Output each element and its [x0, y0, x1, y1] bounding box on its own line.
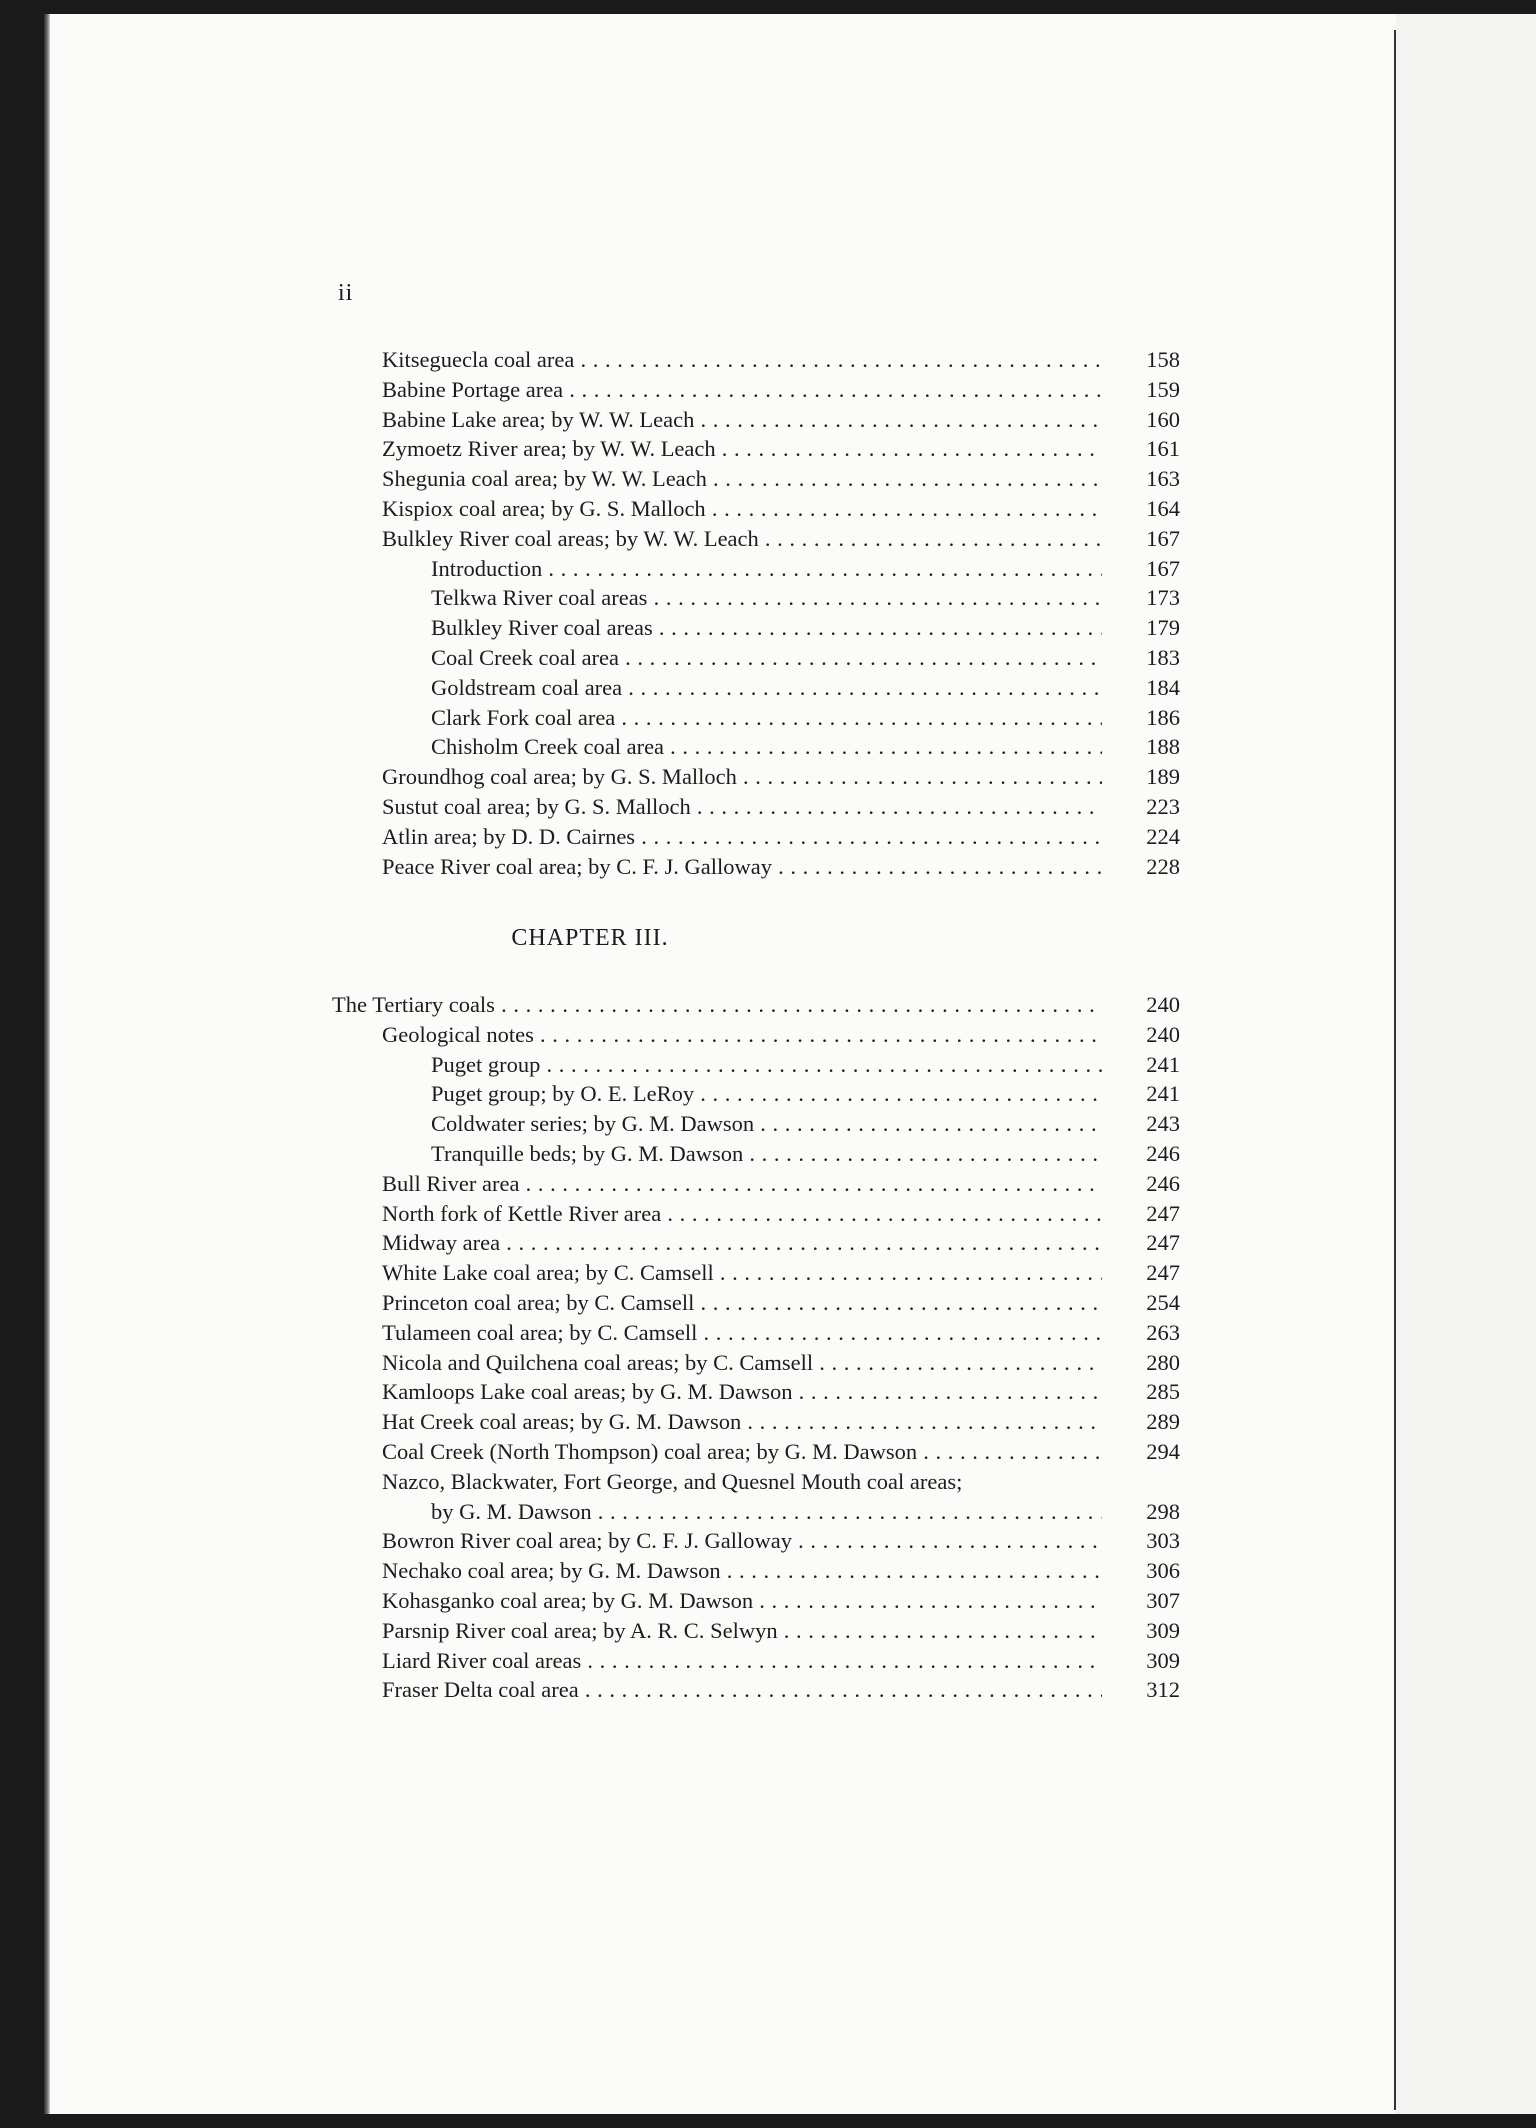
toc-entry-title: Bulkley River coal areas . . . [431, 613, 1102, 643]
toc-entry-page: 243 [1146, 1111, 1180, 1137]
chapter-heading: CHAPTER III. [511, 925, 669, 951]
toc-entry-page: 240 [1146, 1021, 1180, 1047]
toc-entry-page: 285 [1146, 1379, 1180, 1405]
toc-entry [332, 1497, 1180, 1527]
toc-entry-page: 247 [1146, 1200, 1180, 1226]
toc-entry-page: 306 [1146, 1558, 1180, 1584]
toc-entry-title: Clark Fork coal area . . . [431, 703, 1102, 733]
toc-entry [332, 703, 1180, 733]
toc-entry-title: Atlin area; by D. D. Cairnes . . . [382, 822, 1102, 852]
toc-entry-title: Fraser Delta coal area . . . [382, 1675, 1102, 1705]
toc-entry-title: Tranquille beds; by G. M. Dawson . . . [431, 1139, 1102, 1169]
toc-entry [332, 762, 1180, 792]
toc-entry-title: Kitseguecla coal area . . . [382, 345, 1102, 375]
toc-entry-title: Tulameen coal area; by C. Camsell . . . [382, 1318, 1102, 1348]
toc-entry-title: Coldwater series; by G. M. Dawson . . . [431, 1109, 1102, 1139]
toc-entry [332, 1616, 1180, 1646]
toc-entry [332, 554, 1180, 584]
toc-entry-page: 228 [1146, 853, 1180, 879]
toc-entry-title: Zymoetz River area; by W. W. Leach . . . [382, 434, 1102, 464]
toc-section-chapter-iii [332, 990, 1180, 1705]
toc-entry [332, 1348, 1180, 1378]
toc-entry-title: Nechako coal area; by G. M. Dawson . . . [382, 1556, 1102, 1586]
toc-entry [332, 1288, 1180, 1318]
toc-entry [332, 1020, 1180, 1050]
toc-section-chapter-ii-continued [332, 345, 1180, 881]
toc-entry-title: Goldstream coal area . . . [431, 673, 1102, 703]
toc-entry-title: Groundhog coal area; by G. S. Malloch . . . [382, 762, 1102, 792]
toc-entry [332, 524, 1180, 554]
toc-entry [332, 673, 1180, 703]
toc-entry-title: Babine Lake area; by W. W. Leach . . . [382, 405, 1102, 435]
toc-entry-title: White Lake coal area; by C. Camsell . . . [382, 1258, 1102, 1288]
toc-entry-page: 263 [1146, 1319, 1180, 1345]
toc-entry-title: Geological notes . . . [382, 1020, 1102, 1050]
toc-entry [332, 1318, 1180, 1348]
toc-entry-title: Liard River coal areas . . . [382, 1646, 1102, 1676]
toc-entry-page: 246 [1146, 1140, 1180, 1166]
toc-entry [332, 1646, 1180, 1676]
toc-entry-page: 303 [1146, 1528, 1180, 1554]
toc-entry [332, 1675, 1180, 1705]
toc-entry-title: Midway area . . . [382, 1228, 1102, 1258]
toc-entry-page: 289 [1146, 1409, 1180, 1435]
toc-entry-title: The Tertiary coals . . . [332, 990, 1102, 1020]
toc-entry [332, 434, 1180, 464]
toc-entry [332, 1586, 1180, 1616]
toc-entry-page: 240 [1146, 992, 1180, 1017]
toc-entry [332, 1228, 1180, 1258]
toc-entry [332, 732, 1180, 762]
toc-entry-page: 241 [1146, 1081, 1180, 1107]
toc-entry [332, 1139, 1180, 1169]
toc-entry-title: Nazco, Blackwater, Fort George, and Quesnel Mouth coal areas; [382, 1468, 963, 1494]
toc-entry-page: 247 [1146, 1260, 1180, 1286]
toc-entry [332, 1050, 1180, 1080]
toc-entry-page: 186 [1146, 704, 1180, 730]
toc-entry-page: 164 [1146, 495, 1180, 521]
toc-entry-page: 312 [1146, 1677, 1180, 1703]
toc-entry-title: Hat Creek coal areas; by G. M. Dawson . . . [382, 1407, 1102, 1437]
toc-entry [332, 375, 1180, 405]
toc-entry-page: 163 [1146, 466, 1180, 492]
toc-entry-page: 298 [1146, 1498, 1180, 1524]
toc-entry-title: Kispiox coal area; by G. S. Malloch . . . [382, 494, 1102, 524]
toc-entry-page: 254 [1146, 1289, 1180, 1315]
facing-page-strip [1396, 14, 1536, 2114]
toc-entry [332, 1169, 1180, 1199]
toc-entry-title: Princeton coal area; by C. Camsell . . . [382, 1288, 1102, 1318]
toc-entry [332, 345, 1180, 375]
toc-entry [332, 464, 1180, 494]
toc-entry [332, 1109, 1180, 1139]
toc-entry-title: Babine Portage area . . . [382, 375, 1102, 405]
binding-edge [44, 14, 50, 2114]
toc-entry-page: 183 [1146, 644, 1180, 670]
toc-entry-title: Shegunia coal area; by W. W. Leach . . . [382, 464, 1102, 494]
toc-entry-page: 167 [1146, 555, 1180, 581]
toc-entry-page: 189 [1146, 764, 1180, 790]
toc-entry [332, 643, 1180, 673]
toc-entry-title: Bulkley River coal areas; by W. W. Leach . . . [382, 524, 1102, 554]
toc-entry [332, 852, 1180, 882]
toc-entry [332, 1556, 1180, 1586]
page-fold-line [1394, 30, 1396, 2110]
toc-entry [332, 1526, 1180, 1556]
toc-entry-page: 161 [1146, 436, 1180, 462]
toc-entry [332, 405, 1180, 435]
toc-entry-page: 158 [1146, 347, 1180, 372]
toc-entry-title: Peace River coal area; by C. F. J. Galloway . . . [382, 852, 1102, 882]
toc-entry [332, 613, 1180, 643]
toc-entry-page: 184 [1146, 674, 1180, 700]
toc-entry-title: Puget group; by O. E. LeRoy . . . [431, 1079, 1102, 1109]
toc-entry-page: 247 [1146, 1230, 1180, 1256]
toc-entry [332, 494, 1180, 524]
toc-entry-page: 280 [1146, 1349, 1180, 1375]
toc-entry-page: 167 [1146, 525, 1180, 551]
toc-entry-title: North fork of Kettle River area . . . [382, 1199, 1102, 1229]
toc-entry-title: Chisholm Creek coal area . . . [431, 732, 1102, 762]
toc-entry-title: Coal Creek (North Thompson) coal area; by G. M. Dawson . . . [382, 1437, 1102, 1467]
toc-entry-page: 294 [1146, 1438, 1180, 1464]
toc-entry-title: Bowron River coal area; by C. F. J. Galloway . . . [382, 1526, 1102, 1556]
toc-entry-title: Nicola and Quilchena coal areas; by C. Camsell . . . [382, 1348, 1102, 1378]
toc-entry-title: Sustut coal area; by G. S. Malloch . . . [382, 792, 1102, 822]
toc-entry-page: 223 [1146, 793, 1180, 819]
toc-entry [332, 1199, 1180, 1229]
toc-entry-title: Coal Creek coal area . . . [431, 643, 1102, 673]
toc-entry-page: 159 [1146, 376, 1180, 402]
toc-entry-page: 309 [1146, 1617, 1180, 1643]
toc-entry [332, 1079, 1180, 1109]
toc-entry-page: 224 [1146, 823, 1180, 849]
toc-entry [332, 1258, 1180, 1288]
toc-entry-title: Bull River area . . . [382, 1169, 1102, 1199]
toc-entry-page: 173 [1146, 585, 1180, 611]
toc-entry [332, 792, 1180, 822]
toc-entry-page: 179 [1146, 615, 1180, 641]
toc-entry-title: by G. M. Dawson . . . [431, 1497, 1102, 1527]
toc-entry [332, 822, 1180, 852]
toc-entry-title: Telkwa River coal areas . . . [431, 583, 1102, 613]
toc-entry [332, 1377, 1180, 1407]
toc-entry [332, 583, 1180, 613]
toc-entry [332, 1407, 1180, 1437]
toc-entry-page: 241 [1146, 1051, 1180, 1077]
toc-entry-page: 246 [1146, 1170, 1180, 1196]
page-number: ii [338, 280, 354, 306]
toc-entry-title: Introduction . . . [431, 554, 1102, 584]
toc-entry-title: Kohasganko coal area; by G. M. Dawson . . . [382, 1586, 1102, 1616]
toc-entry [332, 1437, 1180, 1467]
toc-entry-title: Parsnip River coal area; by A. R. C. Selwyn . . . [382, 1616, 1102, 1646]
toc-entry [332, 1467, 1180, 1497]
toc-entry-page: 307 [1146, 1587, 1180, 1613]
toc-entry-page: 309 [1146, 1647, 1180, 1673]
toc-entry-title: Kamloops Lake coal areas; by G. M. Dawson . . . [382, 1377, 1102, 1407]
toc-entry-page: 188 [1146, 734, 1180, 760]
toc-entry-page: 160 [1146, 406, 1180, 432]
toc-entry [332, 990, 1180, 1020]
toc-entry-title: Puget group . . . [431, 1050, 1102, 1080]
